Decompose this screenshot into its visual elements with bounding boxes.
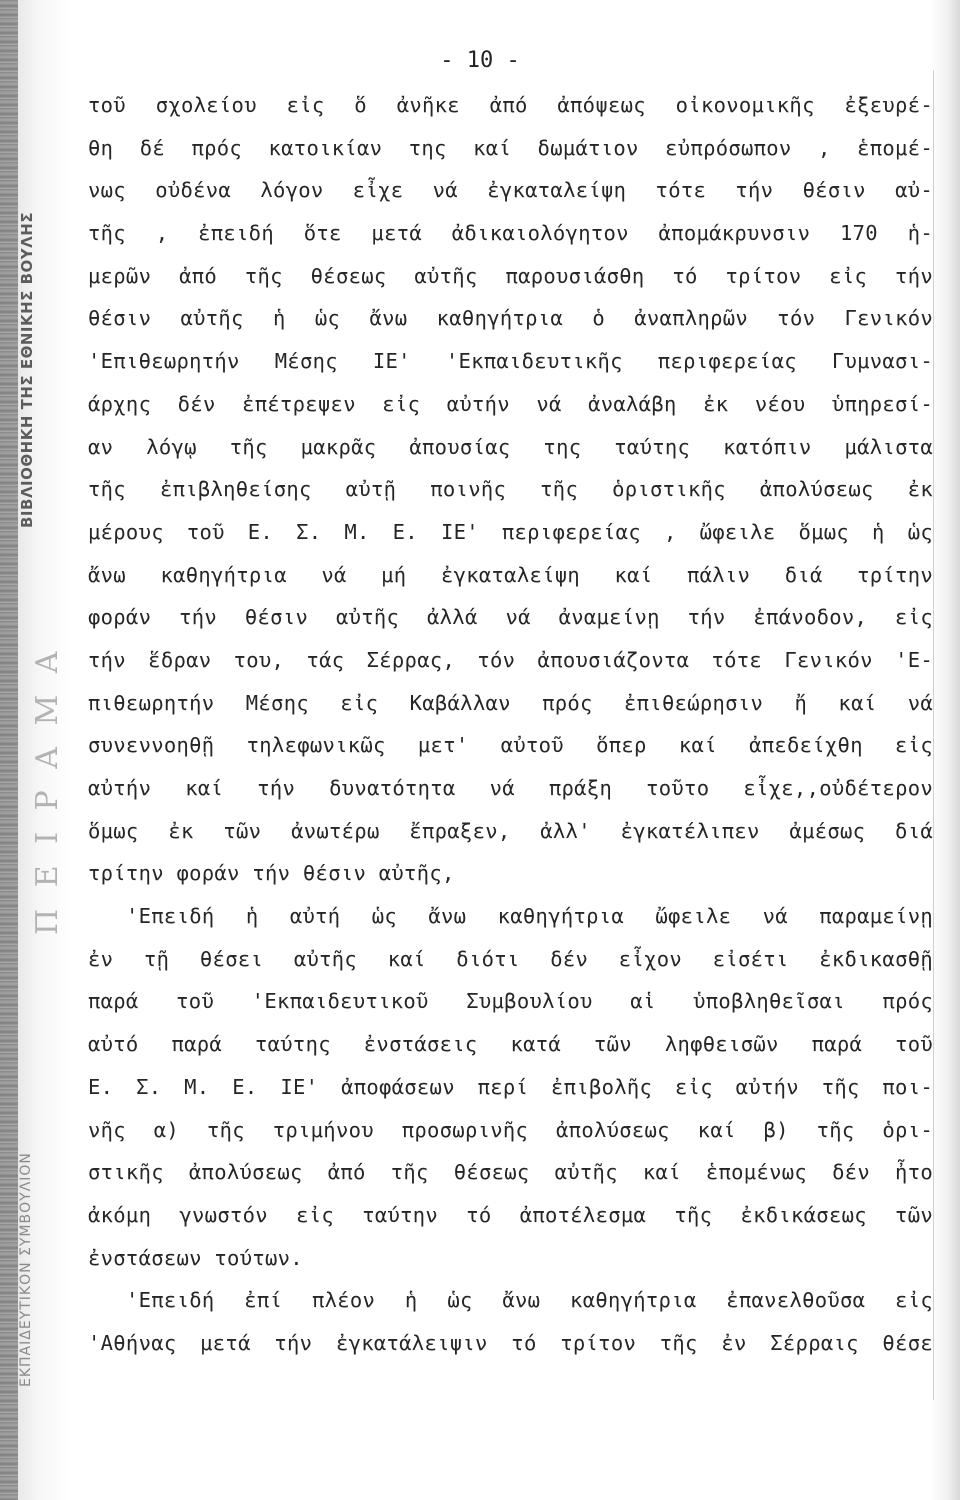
text-line: νῆς α) τῆς τριμήνου προσωρινῆς ἀπολύσεως καί β) τῆς ὁρι- xyxy=(88,1117,933,1142)
text-line: πιθεωρητήν Μέσης εἰς Καβάλλαν πρός ἐπιθεώρησιν ἤ καί νά xyxy=(88,690,933,715)
council-stamp: ΕΚΠΑΙΔΕΥΤΙΚΟΝ ΣΥΜΒΟΥΛΙΟΝ xyxy=(18,1152,34,1388)
page-fold-line xyxy=(933,70,934,1400)
text-line: 'Επειδή ἡ αὐτή ὡς ἄνω καθηγήτρια ὤφειλε νά παραμείνῃ xyxy=(126,904,933,929)
text-line: στικῆς ἀπολύσεως ἀπό τῆς θέσεως αὐτῆς καί ἑπομένως δέν ἦτο xyxy=(88,1160,933,1185)
text-line: ἐνστάσεων τούτων. xyxy=(88,1245,303,1270)
text-line: συνεννοηθῇ τηλεφωνικῶς μετ' αὐτοῦ ὅπερ καί ἀπεδείχθη εἰς xyxy=(88,733,933,758)
text-line: παρά τοῦ 'Εκπαιδευτικοῦ Συμβουλίου αἱ ὑποβληθεῖσαι πρός xyxy=(88,989,933,1014)
text-line: τοῦ σχολείου εἰς ὅ ἀνῆκε ἀπό ἀπόψεως οἰκονομικῆς ἐξευρέ- xyxy=(88,93,933,117)
archive-stamp: ΒΙΒΛΙΟΘΗΚΗ ΤΗΣ ΕΘΝΙΚΗΣ ΒΟΥΛΗΣ xyxy=(18,211,36,529)
text-line: άρχης δέν ἐπέτρεψεν εἰς αὐτήν νά ἀναλάβη ἐκ νέου ὑπηρεσί- xyxy=(88,391,933,416)
binding-edge xyxy=(0,0,18,1500)
margin-watermark: Π Ε Ι Ρ Α Μ Α xyxy=(30,645,65,935)
typed-text-body xyxy=(88,84,933,1365)
text-line: τρίτην φοράν τήν θέσιν αὐτῆς, xyxy=(88,861,455,886)
text-line: μερῶν ἀπό τῆς θέσεως αὐτῆς παρουσιάσθη τό τρίτον εἰς τήν xyxy=(88,263,933,288)
text-line: νως οὐδένα λόγον εἶχε νά ἐγκαταλείψη τότε τήν θέσιν αὐ- xyxy=(88,178,933,203)
text-line: μέρους τοῦ Ε. Σ. Μ. Ε. ΙΕ' περιφερείας , ὤφειλε ὅμως ἡ ὡς xyxy=(88,519,933,544)
text-line: αὐτήν καί τήν δυνατότητα νά πράξη τοῦτο εἶχε,,οὐδέτερον xyxy=(88,776,933,800)
text-line: τῆς , ἐπειδή ὅτε μετά ἀδικαιολόγητον ἀπομάκρυνσιν 170 ἡ- xyxy=(88,221,933,246)
text-line: ἀκόμη γνωστόν εἰς ταύτην τό ἀποτέλεσμα τῆς ἐκδικάσεως τῶν xyxy=(88,1202,933,1227)
text-line: 'Επειδή ἐπί πλέον ἡ ὡς ἄνω καθηγήτρια ἐπανελθοῦσα εἰς xyxy=(126,1288,933,1313)
text-line: ἐν τῇ θέσει αὐτῆς καί διότι δέν εἶχον εἰσέτι ἐκδικασθῇ xyxy=(88,946,933,971)
text-line: θέσιν αὐτῆς ἡ ὡς ἄνω καθηγήτρια ὁ ἀναπληρῶν τόν Γενικόν xyxy=(88,306,933,331)
page-number: - 10 - xyxy=(440,48,520,73)
text-line: θη δέ πρός κατοικίαν της καί δωμάτιον εὐπρόσωπον , ἑπομέ- xyxy=(88,135,933,160)
text-line: 'Επιθεωρητήν Μέσης ΙΕ' 'Εκπαιδευτικῆς περιφερείας Γυμνασι- xyxy=(88,349,933,374)
text-line: αν λόγῳ τῆς μακρᾶς ἀπουσίας της ταύτης κατόπιν μάλιστα xyxy=(88,434,933,459)
text-line: τῆς ἐπιβληθείσης αὐτῇ ποινῆς τῆς ὁριστικῆς ἀπολύσεως ἐκ xyxy=(88,477,933,502)
text-line: φοράν τήν θέσιν αὐτῆς ἀλλά νά ἀναμείνῃ τήν ἐπάνοδον, εἰς xyxy=(88,605,933,630)
text-line: ἄνω καθηγήτρια νά μή ἐγκαταλείψη καί πάλιν διά τρίτην xyxy=(88,562,933,587)
text-line: 'Αθήνας μετά τήν ἐγκατάλειψιν τό τρίτον τῆς ἐν Σέρραις θέσε xyxy=(88,1330,933,1355)
text-line: Ε. Σ. Μ. Ε. ΙΕ' ἀποφάσεων περί ἐπιβολῆς εἰς αὐτήν τῆς ποι- xyxy=(88,1074,933,1099)
text-line: αὐτό παρά ταύτης ἐνστάσεις κατά τῶν ληφθεισῶν παρά τοῦ xyxy=(88,1032,933,1057)
text-line: τήν ἕδραν του, τάς Σέρρας, τόν ἀπουσιάζοντα τότε Γενικόν 'Ε- xyxy=(88,647,933,672)
text-line: ὅμως ἐκ τῶν ἀνωτέρω ἔπραξεν, ἀλλ' ἐγκατέλιπεν ἀμέσως διά xyxy=(88,818,933,843)
